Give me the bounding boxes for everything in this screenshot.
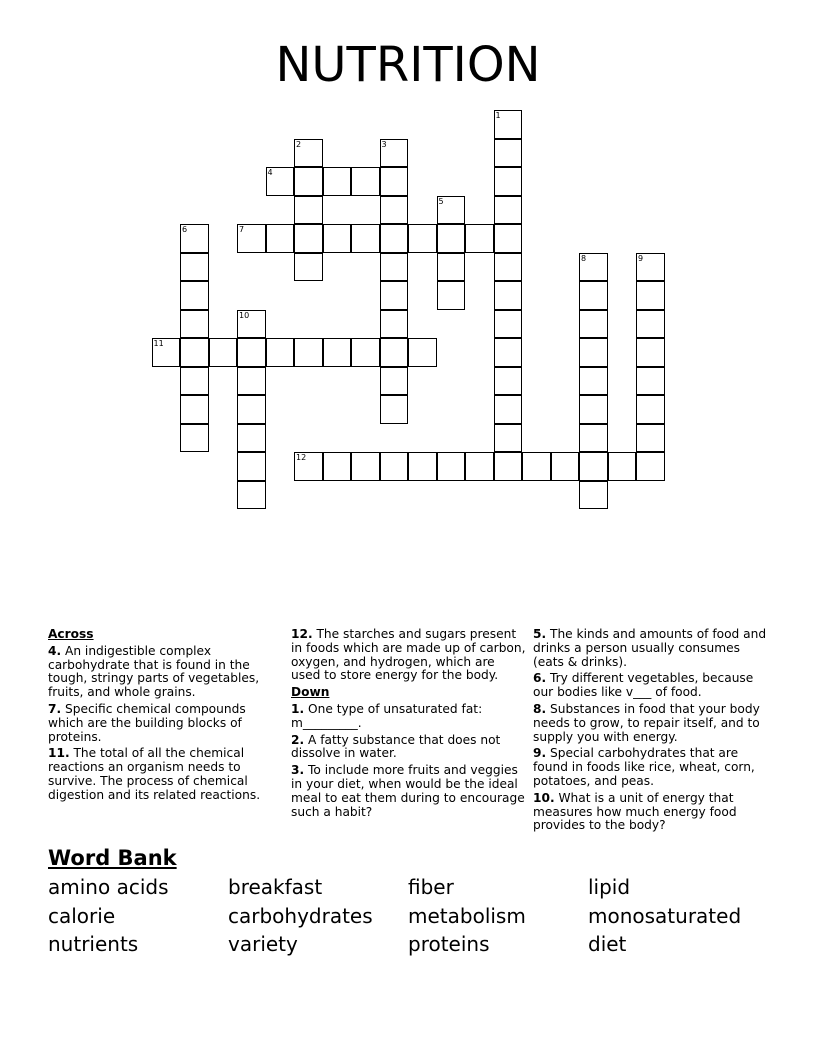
grid-cell[interactable] [494, 367, 523, 396]
clue-text: The starches and sugars present in foods which are made up of carbon, oxygen, and hydrogen, which are used to store energy for the body. [291, 627, 526, 683]
word-bank-item: diet [588, 932, 627, 956]
clue-text: Substances in food that your body needs to grow, to repair itself, and to supply you with energy. [533, 701, 760, 744]
grid-cell[interactable] [237, 395, 266, 424]
grid-cell[interactable] [494, 253, 523, 282]
grid-cell[interactable] [408, 452, 437, 481]
clue-number: 11. [48, 746, 70, 761]
grid-cell[interactable] [579, 452, 608, 481]
grid-cell[interactable] [465, 224, 494, 253]
grid-cell[interactable] [380, 338, 409, 367]
grid-cell[interactable] [636, 424, 665, 453]
cell-number: 12 [296, 453, 307, 462]
clues-column-3 [533, 628, 769, 836]
grid-cell[interactable] [294, 167, 323, 196]
clue-text: One type of unsaturated fat: m_________. [291, 701, 483, 730]
grid-cell[interactable] [494, 167, 523, 196]
grid-cell[interactable] [579, 253, 608, 282]
grid-cell[interactable] [266, 338, 295, 367]
grid-cell[interactable] [579, 481, 608, 510]
grid-cell[interactable] [294, 224, 323, 253]
grid-cell[interactable] [237, 310, 266, 339]
clue-item [291, 703, 527, 731]
across-clue-list [48, 645, 270, 803]
grid-cell[interactable] [323, 338, 352, 367]
word-bank-item: lipid [588, 875, 631, 899]
grid-cell[interactable] [266, 224, 295, 253]
grid-cell[interactable] [494, 110, 523, 139]
clue-item [48, 703, 270, 744]
grid-cell[interactable] [294, 253, 323, 282]
clue-number: 12. [291, 627, 313, 641]
grid-cell[interactable] [437, 224, 466, 253]
grid-cell[interactable] [380, 281, 409, 310]
clue-item [533, 628, 769, 669]
grid-cell[interactable] [494, 452, 523, 481]
grid-cell[interactable] [408, 338, 437, 367]
grid-cell[interactable] [579, 281, 608, 310]
clue-text: The kinds and amounts of food and drinks a person usually consumes (eats & drinks). [533, 627, 767, 669]
clue-item [48, 747, 270, 802]
clue-item [48, 645, 270, 700]
grid-cell[interactable] [494, 196, 523, 225]
across-heading: Across [48, 627, 94, 641]
word-bank-item: amino acids [48, 875, 169, 899]
grid-cell[interactable] [636, 395, 665, 424]
grid-cell[interactable] [294, 452, 323, 481]
clue-number: 9. [533, 746, 547, 761]
grid-cell[interactable] [237, 367, 266, 396]
clue-number: 7. [48, 701, 62, 716]
clue-item [291, 764, 527, 819]
grid-cell[interactable] [437, 281, 466, 310]
grid-cell[interactable] [380, 139, 409, 168]
word-bank [48, 873, 788, 959]
clue-number: 4. [48, 643, 62, 658]
grid-cell[interactable] [380, 167, 409, 196]
clue-text: The total of all the chemical reactions an organism needs to survive. The process of chemical digestion and its related reactions. [48, 746, 261, 802]
grid-cell[interactable] [380, 395, 409, 424]
grid-cell[interactable] [351, 167, 380, 196]
word-bank-item: monosaturated [588, 903, 742, 928]
grid-cell[interactable] [494, 281, 523, 310]
clue-text: Special carbohydrates that are found in foods like rice, wheat, corn, potatoes, and peas. [533, 746, 755, 788]
clue-number: 3. [291, 763, 305, 778]
grid-cell[interactable] [408, 224, 437, 253]
grid-cell[interactable] [237, 338, 266, 367]
grid-cell[interactable] [380, 253, 409, 282]
clue-item [533, 747, 769, 788]
grid-cell[interactable] [494, 310, 523, 339]
cell-number: 6 [182, 225, 188, 234]
grid-cell[interactable] [180, 253, 209, 282]
cell-number: 9 [638, 253, 644, 263]
clue-number: 5. [533, 627, 547, 641]
clue-number: 2. [291, 732, 305, 747]
cell-number: 11 [153, 339, 164, 348]
grid-cell[interactable] [437, 452, 466, 481]
grid-cell[interactable] [180, 281, 209, 310]
clue-text: An indigestible complex carbohydrate that is found in the tough, stringy parts of vegetables, fruits, and whole grains. [48, 643, 260, 700]
clue-number: 1. [291, 701, 305, 716]
clue-item [533, 703, 769, 744]
grid-cell[interactable] [579, 395, 608, 424]
down-heading: Down [291, 685, 330, 700]
cell-number: 3 [381, 139, 387, 149]
word-bank-item: breakfast [228, 875, 323, 899]
cell-number: 7 [239, 225, 245, 234]
clue-item [533, 672, 769, 700]
grid-cell[interactable] [522, 452, 551, 481]
grid-cell[interactable] [323, 167, 352, 196]
clue-text: A fatty substance that does not dissolve in water. [291, 732, 501, 761]
clue-number: 6. [533, 671, 547, 686]
grid-cell[interactable] [380, 196, 409, 225]
grid-cell[interactable] [294, 338, 323, 367]
grid-cell[interactable] [351, 224, 380, 253]
word-bank-item: carbohydrates [228, 903, 373, 928]
grid-cell[interactable] [437, 196, 466, 225]
grid-cell[interactable] [380, 310, 409, 339]
grid-cell[interactable] [180, 367, 209, 396]
clue-text: To include more fruits and veggies in your diet, when would be the ideal meal to eat them during to encourage such a habit? [291, 763, 525, 819]
grid-cell[interactable] [636, 281, 665, 310]
grid-cell[interactable] [237, 481, 266, 510]
grid-cell[interactable] [323, 224, 352, 253]
grid-cell[interactable] [180, 224, 209, 253]
cell-number: 5 [438, 196, 444, 206]
grid-cell[interactable] [494, 424, 523, 453]
down-clue-list-continued [533, 628, 769, 833]
cell-number: 2 [296, 139, 302, 149]
grid-cell[interactable] [180, 338, 209, 367]
grid-cell[interactable] [180, 310, 209, 339]
grid-cell[interactable] [465, 452, 494, 481]
cell-number: 4 [267, 168, 273, 177]
grid-cell[interactable] [380, 367, 409, 396]
grid-cell[interactable] [579, 310, 608, 339]
grid-cell[interactable] [237, 424, 266, 453]
word-bank-item: variety [228, 932, 298, 956]
word-bank-item: nutrients [48, 932, 139, 956]
clue-text: Specific chemical compounds which are the building blocks of proteins. [48, 701, 246, 744]
grid-cell[interactable] [380, 224, 409, 253]
word-bank-item: proteins [408, 932, 490, 956]
cell-number: 1 [495, 111, 501, 120]
word-bank-item: fiber [408, 875, 454, 899]
grid-cell[interactable] [494, 395, 523, 424]
grid-cell[interactable] [494, 224, 523, 253]
clue-number: 8. [533, 701, 547, 716]
grid-cell[interactable] [636, 367, 665, 396]
grid-cell[interactable] [494, 338, 523, 367]
cell-number: 10 [239, 310, 250, 320]
clues-column-2 [291, 628, 527, 822]
grid-cell[interactable] [437, 253, 466, 282]
word-bank-item: metabolism [408, 903, 526, 928]
clue-item [291, 628, 527, 683]
grid-cell[interactable] [266, 167, 295, 196]
grid-cell[interactable] [351, 452, 380, 481]
puzzle-title: NUTRITION [275, 37, 541, 93]
grid-cell[interactable] [579, 338, 608, 367]
grid-cell[interactable] [579, 367, 608, 396]
grid-cell[interactable] [294, 139, 323, 168]
grid-cell[interactable] [494, 139, 523, 168]
grid-cell[interactable] [152, 338, 181, 367]
clue-text: Try different vegetables, because our bodies like v___ of food. [533, 671, 754, 700]
grid-cell[interactable] [636, 338, 665, 367]
grid-cell[interactable] [209, 338, 238, 367]
grid-cell[interactable] [636, 452, 665, 481]
grid-cell[interactable] [636, 310, 665, 339]
grid-cell[interactable] [636, 253, 665, 282]
grid-cell[interactable] [380, 452, 409, 481]
grid-cell[interactable] [608, 452, 637, 481]
clues-column-1 [48, 628, 270, 806]
clue-text: What is a unit of energy that measures how much energy food provides to the body? [533, 790, 737, 833]
grid-cell[interactable] [294, 196, 323, 225]
grid-cell[interactable] [551, 452, 580, 481]
clue-item [533, 792, 769, 833]
clue-number: 10. [533, 790, 555, 805]
grid-cell[interactable] [237, 452, 266, 481]
grid-cell[interactable] [323, 452, 352, 481]
cell-number: 8 [581, 253, 587, 263]
grid-cell[interactable] [579, 424, 608, 453]
word-bank-title: Word Bank [48, 846, 177, 870]
grid-cell[interactable] [237, 224, 266, 253]
grid-cell[interactable] [180, 424, 209, 453]
clue-item [291, 734, 527, 762]
word-bank-item: calorie [48, 903, 116, 928]
down-clue-list [291, 703, 527, 819]
grid-cell[interactable] [180, 395, 209, 424]
grid-cell[interactable] [351, 338, 380, 367]
